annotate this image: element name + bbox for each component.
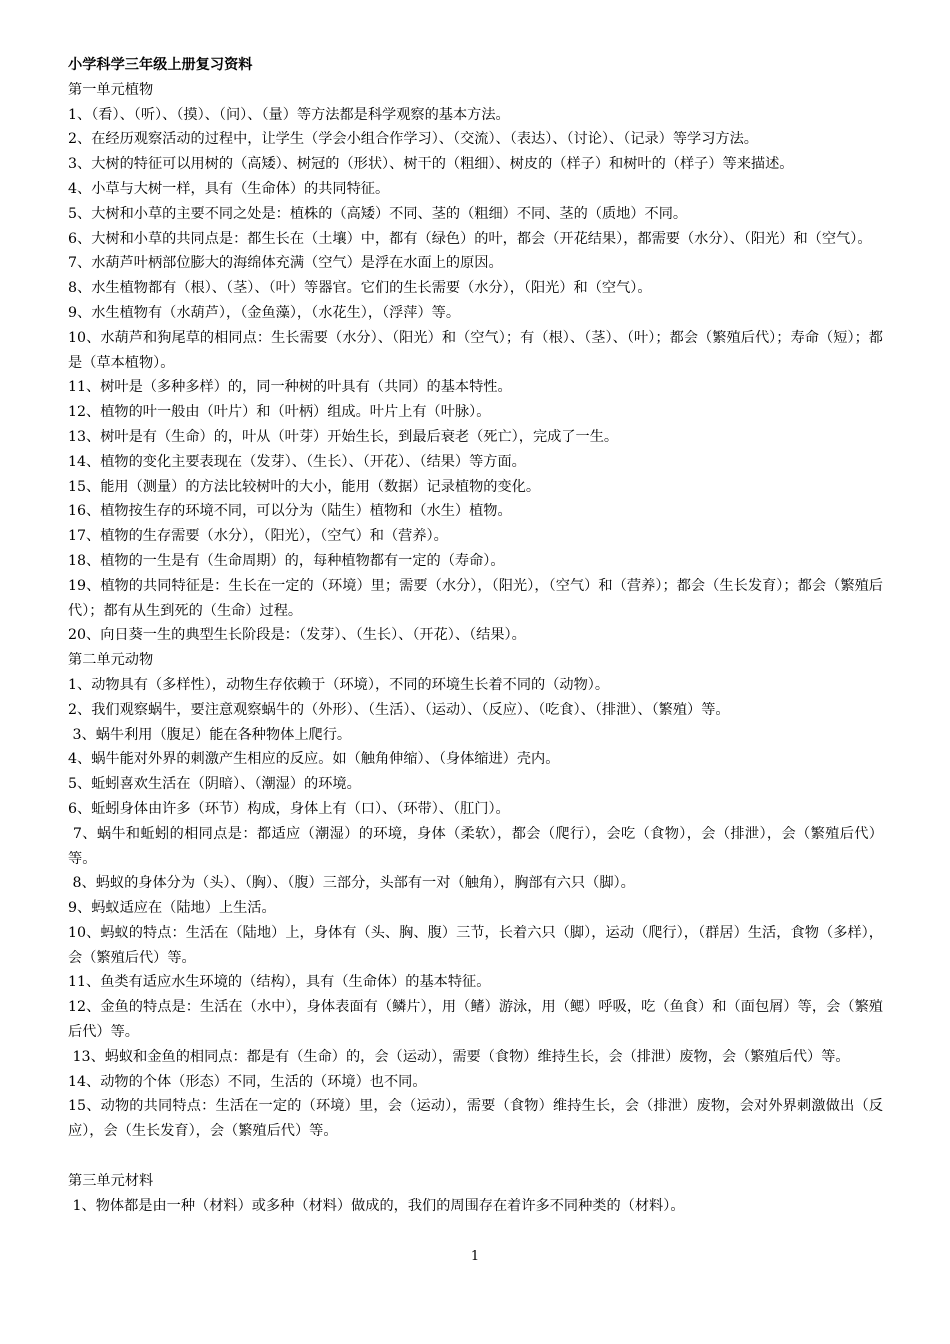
list-item: 5、蚯蚓喜欢生活在（阴暗）、（潮湿）的环境。 bbox=[68, 776, 361, 793]
section-items bbox=[68, 673, 883, 1144]
section-heading: 第三单元材料 bbox=[68, 1172, 154, 1189]
list-item: 18、植物的一生是有（生命周期）的，每种植物都有一定的（寿命）。 bbox=[68, 552, 505, 569]
list-item: 19、植物的共同特征是：生长在一定的（环境）里；需要（水分），（阳光），（空气）和（营养）；都会（生长发育）；都会（繁殖后代）；都有从生到死的（生命）过程。 bbox=[68, 577, 883, 619]
list-item: 10、水葫芦和狗尾草的相同点：生长需要（水分）、（阳光）和（空气）；有（根）、（茎）、（叶）；都会（繁殖后代）；寿命（短）；都是（草本植物）。 bbox=[68, 329, 883, 371]
list-item: 1、动物具有（多样性），动物生存依赖于（环境），不同的环境生长着不同的（动物）。 bbox=[68, 676, 610, 693]
document-content bbox=[68, 53, 883, 1218]
list-item: 1、（看）、（听）、（摸）、（问）、（量）等方法都是科学观察的基本方法。 bbox=[68, 106, 510, 123]
list-item: 6、蚯蚓身体由许多（环节）构成，身体上有（口）、（环带）、（肛门）。 bbox=[68, 800, 510, 817]
section-heading: 第一单元植物 bbox=[68, 81, 154, 98]
list-item: 12、植物的叶一般由（叶片）和（叶柄）组成。叶片上有（叶脉）。 bbox=[68, 404, 491, 421]
list-item: 13、树叶是有（生命）的，叶从（叶芽）开始生长，到最后衰老（死亡），完成了一生。 bbox=[68, 428, 619, 445]
list-item: 11、鱼类有适应水生环境的（结构），具有（生命体）的基本特征。 bbox=[68, 974, 491, 991]
section-items bbox=[68, 1194, 883, 1219]
list-item: 3、大树的特征可以用树的（高矮）、树冠的（形状）、树干的（粗细）、树皮的（样子）和树叶的（样子）等来描述。 bbox=[68, 156, 794, 173]
list-item: 12、金鱼的特点是：生活在（水中），身体表面有（鳞片），用（鳍）游泳，用（鳃）呼吸，吃（鱼食）和（面包屑）等，会（繁殖后代）等。 bbox=[68, 999, 883, 1041]
list-item: 3、蜗牛利用（腹足）能在各种物体上爬行。 bbox=[68, 726, 352, 743]
list-item: 5、大树和小草的主要不同之处是：植株的（高矮）不同、茎的（粗细）不同、茎的（质地）不同。 bbox=[68, 205, 688, 222]
blank-line bbox=[68, 1144, 883, 1169]
list-item: 7、蜗牛和蚯蚓的相同点是：都适应（潮湿）的环境，身体（柔软），都会（爬行），会吃（食物），会（排泄），会（繁殖后代）等。 bbox=[68, 825, 883, 867]
section-unit-3 bbox=[68, 1169, 883, 1219]
list-item: 13、蚂蚁和金鱼的相同点：都是有（生命）的，会（运动），需要（食物）维持生长，会（排泄）废物，会（繁殖后代）等。 bbox=[68, 1048, 850, 1065]
list-item: 1、物体都是由一种（材料）或多种（材料）做成的，我们的周围存在着许多不同种类的（材料）。 bbox=[68, 1197, 685, 1214]
list-item: 9、水生植物有（水葫芦），（金鱼藻），（水花生），（浮萍）等。 bbox=[68, 304, 461, 321]
list-item: 14、植物的变化主要表现在（发芽）、（生长）、（开花）、（结果）等方面。 bbox=[68, 453, 526, 470]
list-item: 20、向日葵一生的典型生长阶段是：（发芽）、（生长）、（开花）、（结果）。 bbox=[68, 627, 526, 644]
list-item: 8、水生植物都有（根）、（茎）、（叶）等器官。它们的生长需要（水分），（阳光）和（空气）。 bbox=[68, 280, 652, 297]
section-unit-2 bbox=[68, 648, 883, 1144]
list-item: 2、我们观察蜗牛，要注意观察蜗牛的（外形）、（生活）、（运动）、（反应）、（吃食）、（排泄）、（繁殖）等。 bbox=[68, 701, 730, 718]
list-item: 11、树叶是（多种多样）的，同一种树的叶具有（共同）的基本特性。 bbox=[68, 379, 512, 396]
list-item: 14、动物的个体（形态）不同，生活的（环境）也不同。 bbox=[68, 1073, 427, 1090]
section-items bbox=[68, 103, 883, 649]
document-title: 小学科学三年级上册复习资料 bbox=[68, 57, 253, 73]
list-item: 9、蚂蚁适应在（陆地）上生活。 bbox=[68, 900, 276, 917]
list-item: 15、能用（测量）的方法比较树叶的大小，能用（数据）记录植物的变化。 bbox=[68, 478, 541, 495]
list-item: 10、蚂蚁的特点：生活在（陆地）上，身体有（头、胸、腹）三节，长着六只（脚），运动（爬行），（群居）生活，食物（多样），会（繁殖后代）等。 bbox=[68, 924, 883, 966]
list-item: 2、在经历观察活动的过程中，让学生（学会小组合作学习）、（交流）、（表达）、（讨论）、（记录）等学习方法。 bbox=[68, 131, 758, 148]
section-heading: 第二单元动物 bbox=[68, 652, 154, 669]
list-item: 15、动物的共同特点：生活在一定的（环境）里，会（运动），需要（食物）维持生长，会（排泄）废物，会对外界刺激做出（反应），会（生长发育），会（繁殖后代）等。 bbox=[68, 1098, 883, 1140]
list-item: 4、蜗牛能对外界的刺激产生相应的反应。如（触角伸缩）、（身体缩进）壳内。 bbox=[68, 751, 560, 768]
section-unit-1 bbox=[68, 78, 883, 648]
list-item: 7、水葫芦叶柄部位膨大的海绵体充满（空气）是浮在水面上的原因。 bbox=[68, 255, 503, 272]
list-item: 17、植物的生存需要（水分），（阳光），（空气）和（营养）。 bbox=[68, 528, 448, 545]
page-number: 1 bbox=[470, 1249, 480, 1264]
list-item: 16、植物按生存的环境不同，可以分为（陆生）植物和（水生）植物。 bbox=[68, 503, 512, 520]
list-item: 4、小草与大树一样，具有（生命体）的共同特征。 bbox=[68, 180, 390, 197]
list-item: 6、大树和小草的共同点是：都生长在（土壤）中，都有（绿色）的叶，都会（开花结果），都需要（水分）、（阳光）和（空气）。 bbox=[68, 230, 872, 247]
list-item: 8、蚂蚁的身体分为（头）、（胸）、（腹）三部分，头部有一对（触角），胸部有六只（脚）。 bbox=[68, 875, 635, 892]
